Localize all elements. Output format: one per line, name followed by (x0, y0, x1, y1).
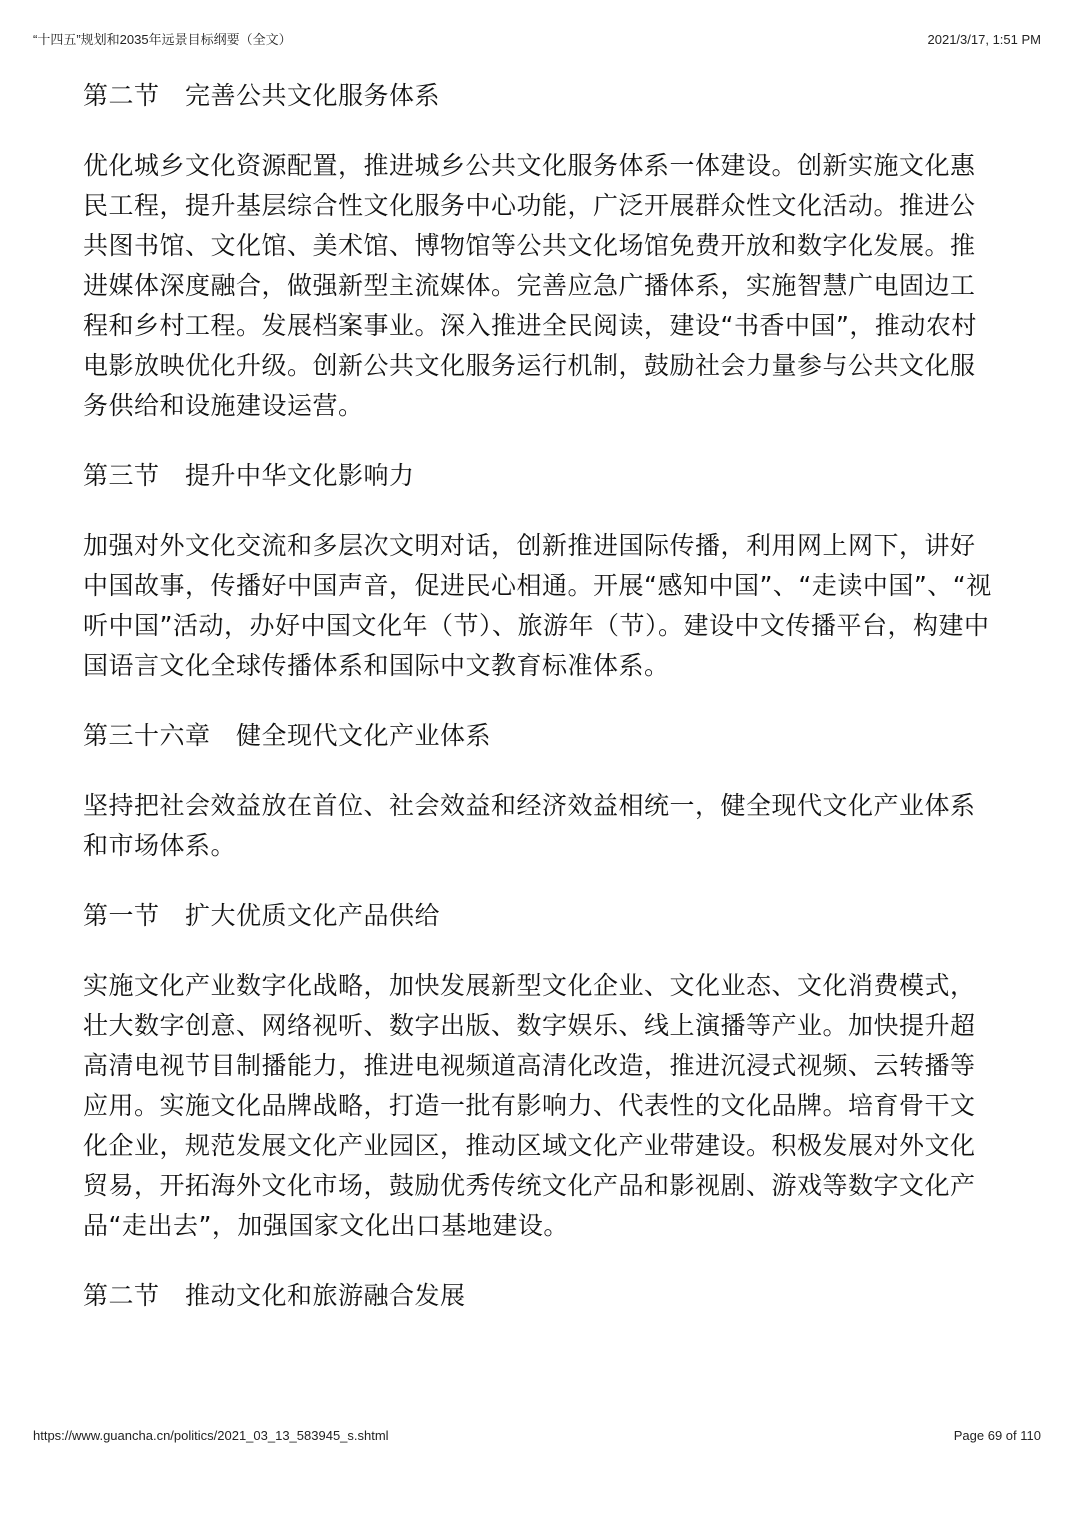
document-title: “十四五”规划和2035年远景目标纲要（全文） (33, 32, 292, 47)
body-paragraph: 坚持把社会效益放在首位、社会效益和经济效益相统一，健全现代文化产业体系和市场体系。 (83, 791, 976, 860)
section-heading: 第三节 提升中华文化影响力 (83, 461, 415, 490)
print-footer (33, 1428, 1041, 1444)
body-paragraph: 加强对外文化交流和多层次文明对话，创新推进国际传播，利用网上网下，讲好中国故事，传播好中国声音，促进民心相通。开展“感知中国”、“走读中国”、“视听中国”活动，办好中国文化年（节）、旅游年（节）。建设中文传播平台，构建中国语言文化全球传播体系和国际中文教育标准体系。 (83, 531, 992, 680)
source-url: https://www.guancha.cn/politics/2021_03_13_583945_s.shtml (33, 1428, 389, 1443)
section-heading: 第二节 完善公共文化服务体系 (83, 81, 441, 110)
print-timestamp: 2021/3/17, 1:51 PM (927, 32, 1041, 47)
chapter-heading: 第三十六章 健全现代文化产业体系 (83, 721, 492, 750)
print-header (33, 32, 1041, 48)
page-number: Page 69 of 110 (953, 1428, 1041, 1443)
body-paragraph: 实施文化产业数字化战略，加快发展新型文化企业、文化业态、文化消费模式，壮大数字创意、网络视听、数字出版、数字娱乐、线上演播等产业。加快提升超高清电视节目制播能力，推进电视频道高清化改造，推进沉浸式视频、云转播等应用。实施文化品牌战略，打造一批有影响力、代表性的文化品牌。培育骨干文化企业，规范发展文化产业园区，推动区域文化产业带建设。积极发展对外文化贸易，开拓海外文化市场，鼓励优秀传统文化产品和影视剧、游戏等数字文化产品“走出去”，加强国家文化出口基地建设。 (83, 971, 976, 1240)
document-body (83, 76, 993, 1346)
section-heading: 第一节 扩大优质文化产品供给 (83, 901, 441, 930)
body-paragraph: 优化城乡文化资源配置，推进城乡公共文化服务体系一体建设。创新实施文化惠民工程，提升基层综合性文化服务中心功能，广泛开展群众性文化活动。推进公共图书馆、文化馆、美术馆、博物馆等公共文化场馆免费开放和数字化发展。推进媒体深度融合，做强新型主流媒体。完善应急广播体系，实施智慧广电固边工程和乡村工程。发展档案事业。深入推进全民阅读，建设“书香中国”，推动农村电影放映优化升级。创新公共文化服务运行机制，鼓励社会力量参与公共文化服务供给和设施建设运营。 (83, 151, 977, 420)
section-heading: 第二节 推动文化和旅游融合发展 (83, 1281, 466, 1310)
